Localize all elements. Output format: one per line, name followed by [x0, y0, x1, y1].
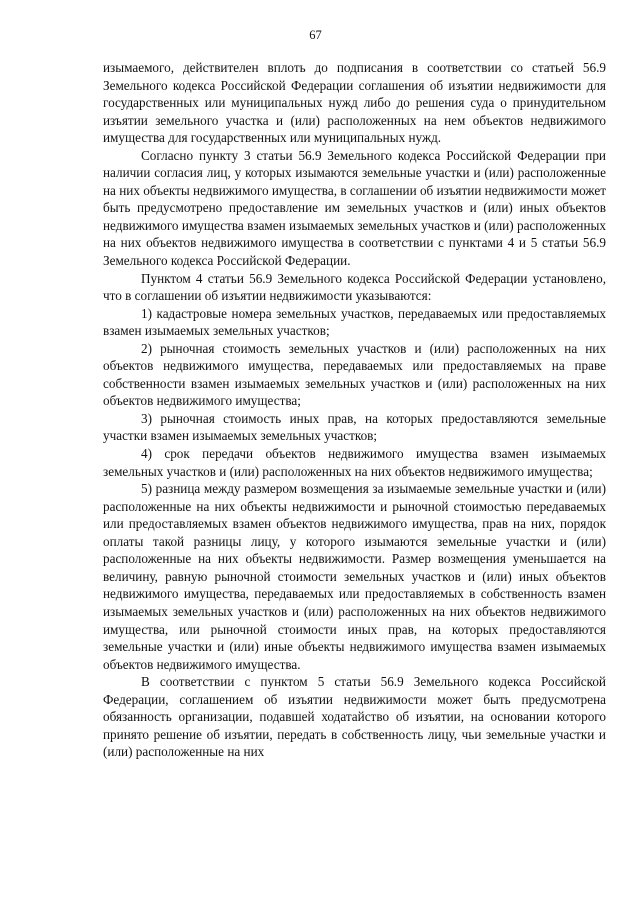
page-number: 67: [309, 28, 322, 42]
list-item-4: 4) срок передачи объектов недвижимого имущества взамен изымаемых земельных участков и (или) расположенных на них объектов недвижимого имущества;: [103, 446, 606, 479]
paragraph-3: Пунктом 4 статьи 56.9 Земельного кодекса Российской Федерации установлено, что в соглашении об изъятии недвижимости указываются:: [103, 270, 606, 304]
list-item-1: 1) кадастровые номера земельных участков, передаваемых или предоставляемых взамен изымаемых земельных участков;: [103, 305, 606, 339]
paragraph-2: Согласно пункту 3 статьи 56.9 Земельного кодекса Российской Федерации при наличии согласия лиц, у которых изымаются земельные участки и (или) расположенные на них объекты недвижимого имущества, в соглашении об изъятии недвижимости может быть предусмотрено предоставление им земельных участков и (или) иных объектов недвижимого имущества взамен изымаемых земельных участков и (или) расположенных на них объектов недвижимого имущества в соответствии с пунктами 4 и 5 статьи 56.9 Земельного кодекса Российской Федерации.: [103, 147, 606, 269]
paragraph-1: изымаемого, действителен вплоть до подписания в соответствии со статьей 56.9 Земельного кодекса Российской Федерации соглашения об изъятии недвижимости для государственных или муниципальных нужд либо до решения суда о принудительном изъятии земельного участка и (или) расположенных на нем объектов недвижимого имущества для государственных или муниципальных нужд.: [103, 60, 606, 146]
list-item-2: 2) рыночная стоимость земельных участков и (или) расположенных на них объектов недвижимого имущества, передаваемых или предоставляемых на праве собственности взамен изымаемых земельных участков и (или) расположенных на них объектов недвижимого имущества;: [103, 340, 606, 409]
paragraph-last: В соответствии с пунктом 5 статьи 56.9 Земельного кодекса Российской Федерации, соглашением об изъятии недвижимости может быть предусмотрена обязанность организации, подавшей ходатайство об изъятии, на основании которого принято решение об изъятии, передать в собственность лицу, чьи земельные участки и (или) расположенные на них: [103, 674, 606, 760]
document-body: [103, 0, 606, 761]
list-item-3: 3) рыночная стоимость иных прав, на которых предоставляются земельные участки взамен изымаемых земельных участков;: [103, 410, 606, 444]
list-item-5: 5) разница между размером возмещения за изымаемые земельные участки и (или) расположенные на них объекты недвижимости и рыночной стоимостью передаваемых или предоставляемых взамен объектов недвижимого имущества, прав на них, порядок оплаты такой разницы лицу, у которого изымаются земельные участки и (или) расположенные на них объекты недвижимости. Размер возмещения уменьшается на величину, равную рыночной стоимости земельных участков и (или) иных объектов недвижимого имущества, передаваемых или предоставляемых в собственность взамен изымаемых земельных участков и (или) расположенных на них объектов недвижимого имущества, или рыночной стоимости иных прав, на которых предоставляются земельные участки и (или) иные объекты недвижимого имущества взамен изымаемых объектов недвижимого имущества.: [103, 481, 606, 672]
